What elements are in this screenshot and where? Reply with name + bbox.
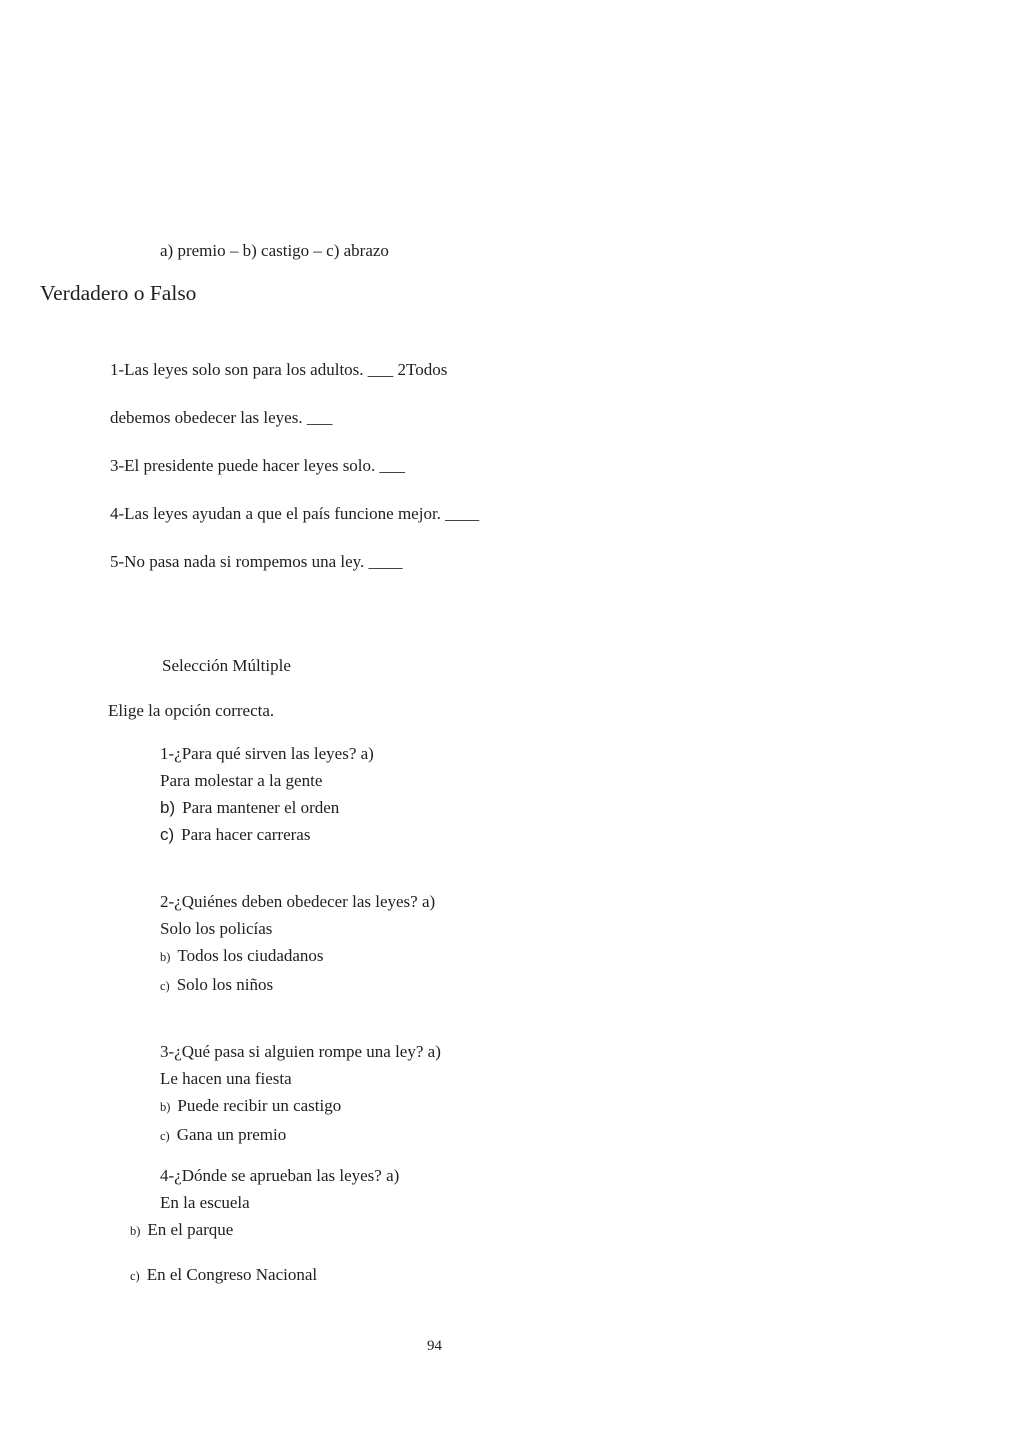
- option-b-text: Puede recibir un castigo: [177, 1096, 342, 1115]
- option-b-text: Para mantener el orden: [182, 798, 340, 817]
- multiple-choice-instruction: Elige la opción correcta.: [108, 701, 275, 720]
- option-c: [160, 971, 435, 1000]
- option-c-marker: c): [160, 979, 170, 993]
- option-b: [130, 1216, 399, 1245]
- question-stem: 2-¿Quiénes deben obedecer las leyes? a): [160, 892, 436, 911]
- option-b: [160, 942, 435, 971]
- option-c-text: Para hacer carreras: [181, 825, 311, 844]
- true-false-item: debemos obedecer las leyes. ___: [110, 408, 333, 427]
- multiple-choice-question-3: [160, 1038, 441, 1150]
- option-b-marker: b): [160, 1100, 171, 1114]
- option-c: [160, 1121, 441, 1150]
- true-false-item: 5-No pasa nada si rompemos una ley. ____: [110, 552, 403, 571]
- option-a: Le hacen una fiesta: [160, 1069, 292, 1088]
- option-c: [130, 1261, 399, 1290]
- option-b: [160, 1092, 441, 1121]
- multiple-choice-section-heading: Selección Múltiple: [162, 656, 291, 675]
- multiple-choice-question-1: [160, 740, 374, 848]
- question-stem: 3-¿Qué pasa si alguien rompe una ley? a): [160, 1042, 441, 1061]
- page-number: 94: [427, 1338, 442, 1354]
- option-b-text: Todos los ciudadanos: [177, 946, 324, 965]
- option-b-marker: b): [160, 950, 171, 964]
- option-b: [160, 794, 374, 821]
- true-false-list: [110, 361, 479, 601]
- true-false-item: 4-Las leyes ayudan a que el país funcione mejor. ____: [110, 504, 480, 523]
- option-a: En la escuela: [160, 1193, 250, 1212]
- true-false-item: 3-El presidente puede hacer leyes solo. ___: [110, 456, 406, 475]
- true-false-section-heading: Verdadero o Falso: [40, 281, 197, 305]
- option-c-marker: c): [160, 1129, 170, 1143]
- question-stem: 4-¿Dónde se aprueban las leyes? a): [160, 1166, 400, 1185]
- option-a: Solo los policías: [160, 919, 273, 938]
- option-c-text: Gana un premio: [176, 1125, 287, 1144]
- true-false-item: 1-Las leyes solo son para los adultos. ___ 2Todos: [110, 360, 448, 379]
- option-c-marker: c): [130, 1269, 140, 1283]
- option-b-text: En el parque: [147, 1220, 234, 1239]
- previous-question-answer-options: a) premio – b) castigo – c) abrazo: [160, 241, 389, 260]
- option-b-marker: b): [160, 798, 176, 817]
- option-c-text: Solo los niños: [176, 975, 274, 994]
- multiple-choice-question-2: [160, 888, 435, 1000]
- multiple-choice-question-4: [130, 1162, 399, 1290]
- option-c-text: En el Congreso Nacional: [146, 1265, 318, 1284]
- option-c: [160, 821, 374, 848]
- question-stem: 1-¿Para qué sirven las leyes? a): [160, 744, 374, 763]
- option-c-marker: c): [160, 825, 175, 844]
- option-a: Para molestar a la gente: [160, 771, 323, 790]
- option-b-marker: b): [130, 1224, 141, 1238]
